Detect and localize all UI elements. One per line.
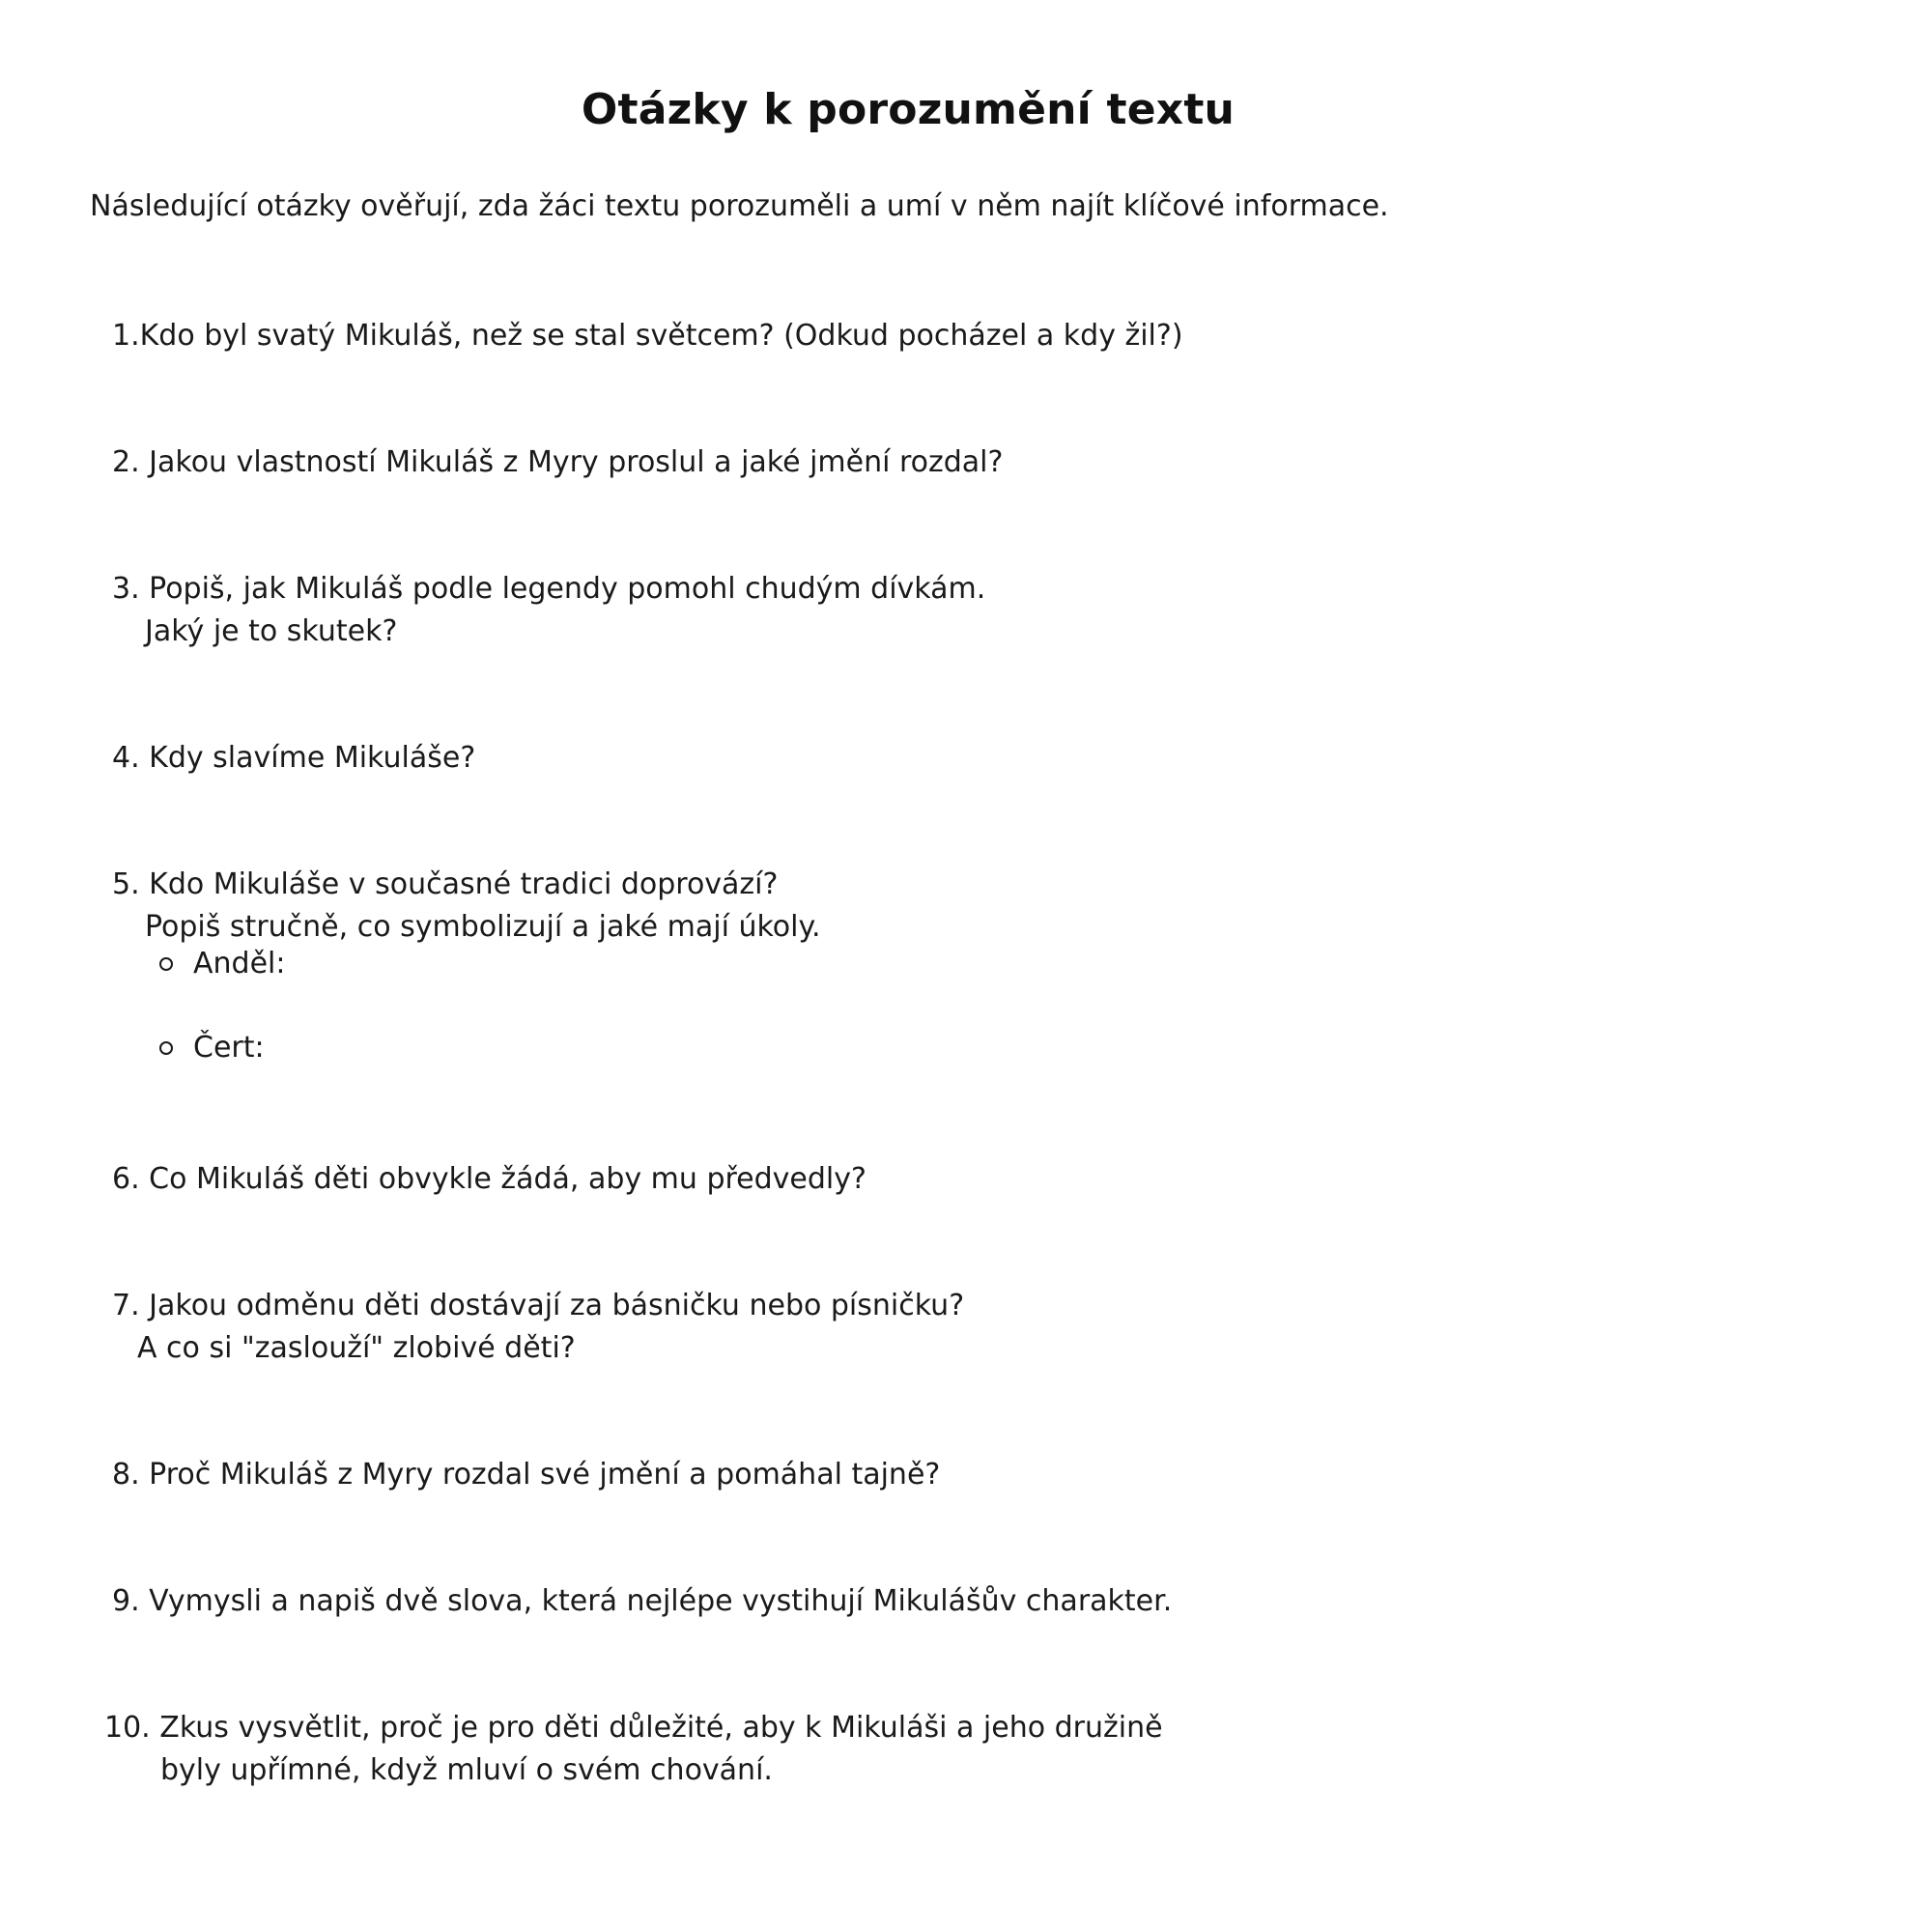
question-7-text-1: Jakou odměnu děti dostávají za básničku nebo písničku? [149, 1289, 965, 1322]
question-1-line-1 [112, 315, 1183, 357]
question-4-line-1 [112, 737, 475, 780]
page-title: Otázky k porozumění textu [581, 85, 1236, 134]
question-5 [112, 864, 821, 949]
question-5-line-1 [112, 864, 821, 906]
question-8-number: 8. [112, 1458, 140, 1492]
question-3-text-2: Jaký je to skutek? [145, 614, 398, 648]
question-8-line-1 [112, 1454, 940, 1496]
question-1-number: 1. [112, 319, 140, 353]
question-1 [112, 315, 1183, 357]
question-7 [112, 1285, 964, 1370]
question-8 [112, 1454, 940, 1496]
question-9 [112, 1580, 1172, 1623]
question-10 [104, 1707, 1163, 1792]
question-10-number: 10. [104, 1711, 151, 1745]
question-2-text: Jakou vlastností Mikuláš z Myry proslul a jaké jmění rozdal? [149, 445, 1004, 479]
question-6-text: Co Mikuláš děti obvykle žádá, aby mu předvedly? [149, 1162, 867, 1196]
intro-paragraph: Následující otázky ověřují, zda žáci textu porozuměli a umí v něm najít klíčové informace. [90, 189, 1389, 223]
question-7-line-1 [112, 1285, 964, 1327]
question-4 [112, 737, 475, 780]
question-6-line-1 [112, 1158, 867, 1201]
question-10-text-2: byly upřímné, když mluví o svém chování. [160, 1753, 773, 1787]
question-2-line-1 [112, 441, 1003, 484]
hollow-bullet-icon [159, 1041, 173, 1055]
question-5-subitem-devil: Čert: [193, 1031, 265, 1065]
question-5-subitem-angel: Anděl: [193, 947, 286, 980]
question-4-number: 4. [112, 741, 140, 775]
question-4-text: Kdy slavíme Mikuláše? [149, 741, 476, 775]
question-9-line-1 [112, 1580, 1172, 1623]
question-1-text: Kdo byl svatý Mikuláš, než se stal světcem? (Odkud pocházel a kdy žil?) [139, 319, 1183, 353]
question-3-text-1: Popiš, jak Mikuláš podle legendy pomohl chudým dívkám. [149, 572, 986, 606]
question-9-text: Vymysli a napiš dvě slova, která nejlépe vystihují Mikulášův charakter. [149, 1584, 1173, 1618]
question-3 [112, 568, 985, 653]
question-7-number: 7. [112, 1289, 140, 1322]
question-6-number: 6. [112, 1162, 140, 1196]
question-9-number: 9. [112, 1584, 140, 1618]
question-3-line-1 [112, 568, 985, 611]
question-5-text-1: Kdo Mikuláše v současné tradici doprovází? [149, 867, 779, 901]
question-2-number: 2. [112, 445, 140, 479]
question-3-number: 3. [112, 572, 140, 606]
question-8-text: Proč Mikuláš z Myry rozdal své jmění a pomáhal tajně? [149, 1458, 941, 1492]
question-7-text-2: A co si "zaslouží" zlobivé děti? [137, 1331, 576, 1365]
question-10-line-1 [104, 1707, 1163, 1749]
question-5-text-2: Popiš stručně, co symbolizují a jaké mají úkoly. [145, 910, 821, 944]
question-2 [112, 441, 1003, 484]
question-6 [112, 1158, 867, 1201]
question-10-text-1: Zkus vysvětlit, proč je pro děti důležité, aby k Mikuláši a jeho družině [159, 1711, 1163, 1745]
hollow-bullet-icon [159, 957, 173, 971]
question-5-number: 5. [112, 867, 140, 901]
